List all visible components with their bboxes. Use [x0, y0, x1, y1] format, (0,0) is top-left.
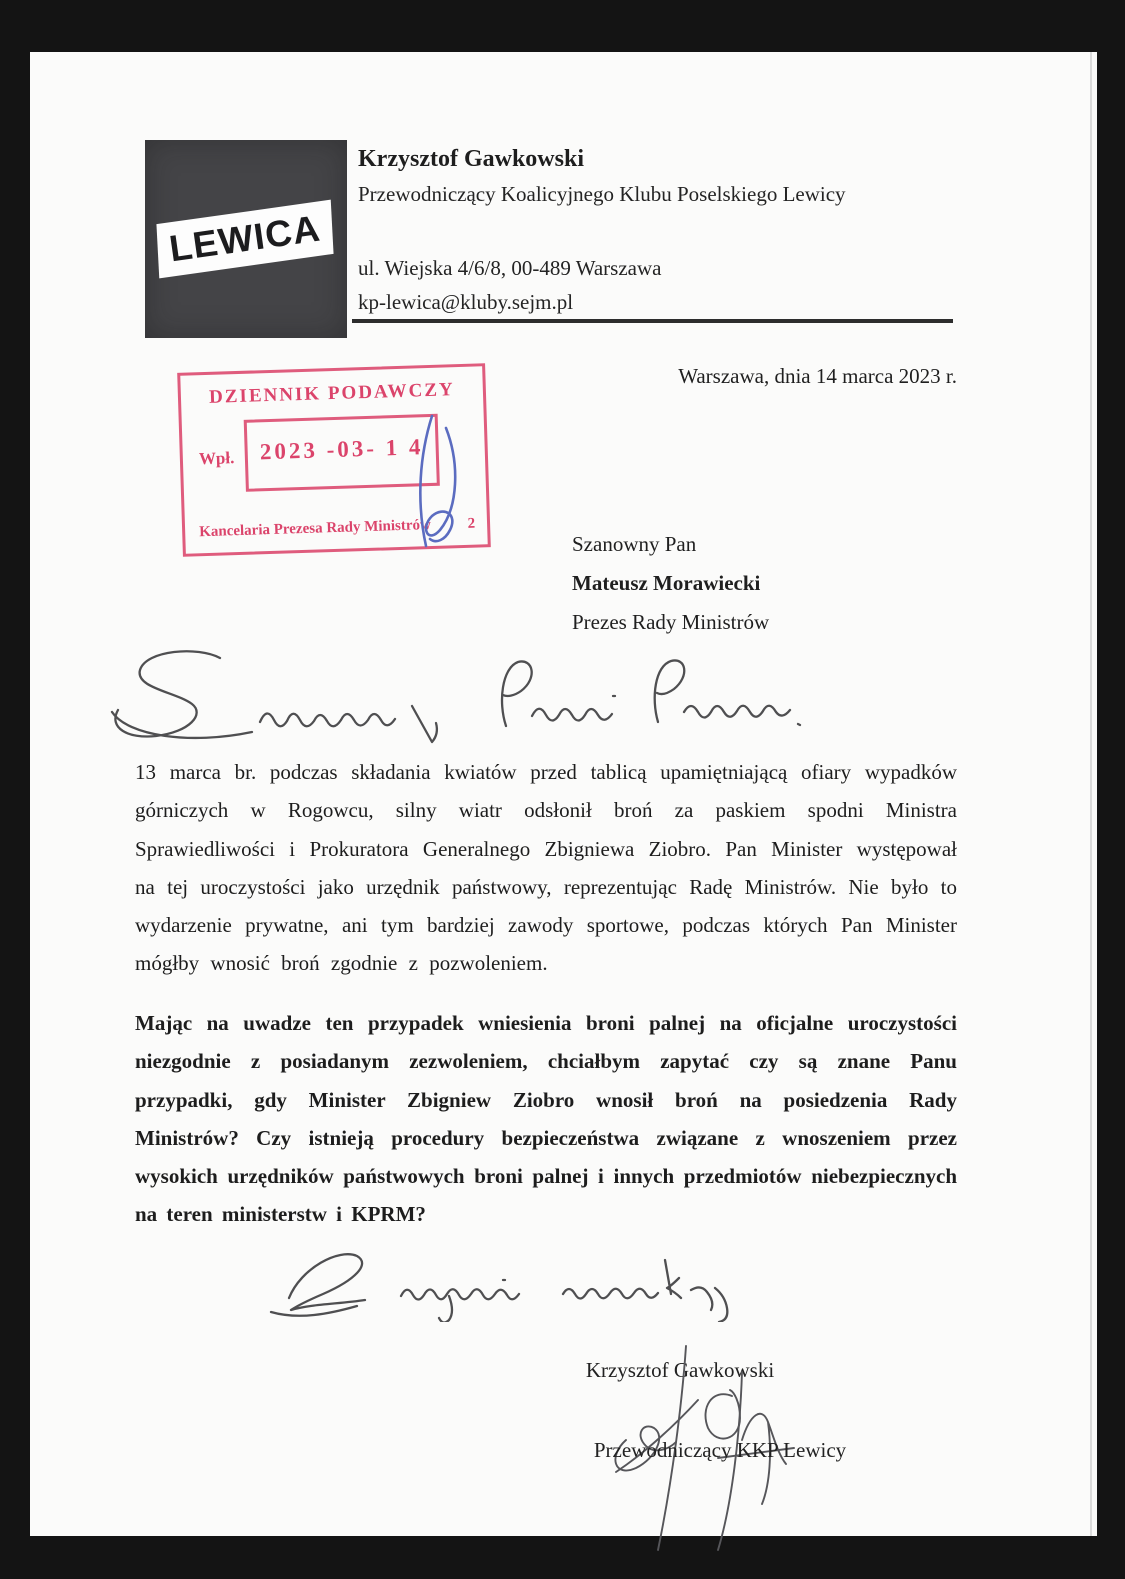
lewica-logo-band	[156, 200, 333, 279]
sender-email: kp-lewica@kluby.sejm.pl	[358, 290, 574, 314]
handwritten-closing	[263, 1244, 788, 1322]
body-paragraph-1: 13 marca br. podczas składania kwiatów przed tablicą upamiętniającą ofiary wypadków górniczych w Rogowcu, silny wiatr odsłonił broń za paskiem spodni Ministra Sprawiedliwości i Prokuratora Generalnego Zbigniewa Ziobro. Pan Minister występował na tej uroczystości jako urzędnik państwowy, reprezentując Radę Ministrów. Nie było to wydarzenie prywatne, ani tym bardziej zawody sportowe, podczas których Pan Minister mógłby wnosić broń zgodnie z pozwoleniem.	[135, 760, 957, 976]
stamp-number: 2	[467, 515, 476, 532]
sender-address: ul. Wiejska 4/6/8, 00-489 Warszawa	[358, 256, 662, 280]
date-line: Warszawa, dnia 14 marca 2023 r.	[678, 364, 957, 388]
recipient-block	[572, 525, 769, 642]
recipient-name: Mateusz Morawiecki	[572, 571, 761, 595]
stamp-title: DZIENNIK PODAWCZY	[208, 379, 456, 408]
stamp-received-label: Wpł.	[198, 448, 235, 469]
handwritten-greeting	[102, 650, 808, 750]
signature-name: Krzysztof Gawkowski	[585, 1358, 775, 1382]
body-paragraph-2: Mając na uwadze ten przypadek wniesienia broni palnej na oficjalne uroczystości niezgodnie z posiadanym zezwoleniem, chciałbym zapytać czy są znane Panu przypadki, gdy Minister Zbigniew Ziobro wnosił broń na posiedzenia Rady Ministrów? Czy istnieją procedury bezpieczeństwa związane z wnoszeniem przez wysokich urzędników państwowych broni palnej i innych przedmiotów niebezpiecznych na teren ministerstw i KPRM?	[135, 1011, 957, 1227]
paper	[30, 52, 1097, 1536]
stamp-date: 2023 -03- 1 4	[259, 434, 424, 465]
stamp-office: Kancelaria Prezesa Rady Ministrów	[198, 516, 432, 541]
sender-name: Krzysztof Gawkowski	[358, 146, 584, 172]
lewica-logo-text: LEWICA	[166, 207, 324, 270]
signature-role: Przewodniczący KKP Lewicy	[593, 1438, 847, 1462]
scan-artifact-line	[1090, 52, 1092, 1536]
sender-role: Przewodniczący Koalicyjnego Klubu Poselskiego Lewicy	[358, 182, 846, 206]
stamp-paraf-handwriting	[382, 412, 474, 552]
recipient-salutation: Szanowny Pan	[572, 532, 697, 556]
lewica-logo	[145, 140, 347, 338]
header-rule	[352, 319, 953, 323]
recipient-title: Prezes Rady Ministrów	[572, 610, 770, 634]
